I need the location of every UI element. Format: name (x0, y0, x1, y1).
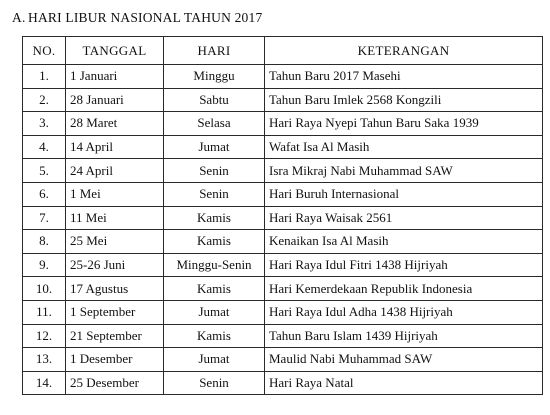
holiday-table-header (23, 37, 543, 65)
cell-tanggal: 1 Mei (66, 182, 164, 206)
table-row (23, 348, 543, 372)
cell-hari: Sabtu (164, 88, 265, 112)
cell-tanggal: 28 Januari (66, 88, 164, 112)
cell-tanggal: 28 Maret (66, 112, 164, 136)
table-row (23, 371, 543, 395)
cell-no: 3. (23, 112, 66, 136)
table-row (23, 300, 543, 324)
cell-tanggal: 17 Agustus (66, 277, 164, 301)
section-marker: A. (12, 10, 26, 25)
cell-hari: Senin (164, 371, 265, 395)
cell-keterangan: Hari Buruh Internasional (265, 182, 543, 206)
cell-keterangan: Kenaikan Isa Al Masih (265, 230, 543, 254)
cell-hari: Kamis (164, 206, 265, 230)
cell-no: 9. (23, 253, 66, 277)
cell-hari: Senin (164, 182, 265, 206)
cell-keterangan: Hari Raya Waisak 2561 (265, 206, 543, 230)
cell-keterangan: Tahun Baru Imlek 2568 Kongzili (265, 88, 543, 112)
cell-tanggal: 24 April (66, 159, 164, 183)
cell-keterangan: Hari Raya Nyepi Tahun Baru Saka 1939 (265, 112, 543, 136)
cell-no: 11. (23, 300, 66, 324)
cell-hari: Kamis (164, 324, 265, 348)
holiday-table (22, 36, 543, 395)
header-keterangan: KETERANGAN (265, 37, 543, 65)
cell-hari: Minggu-Senin (164, 253, 265, 277)
header-tanggal: TANGGAL (66, 37, 164, 65)
table-row (23, 324, 543, 348)
cell-keterangan: Tahun Baru 2017 Masehi (265, 65, 543, 89)
cell-no: 1. (23, 65, 66, 89)
header-no: NO. (23, 37, 66, 65)
table-row (23, 206, 543, 230)
cell-hari: Selasa (164, 112, 265, 136)
cell-hari: Kamis (164, 230, 265, 254)
cell-keterangan: Hari Raya Idul Fitri 1438 Hijriyah (265, 253, 543, 277)
cell-tanggal: 25 Mei (66, 230, 164, 254)
table-row (23, 112, 543, 136)
table-row (23, 230, 543, 254)
cell-no: 14. (23, 371, 66, 395)
cell-tanggal: 25-26 Juni (66, 253, 164, 277)
cell-hari: Kamis (164, 277, 265, 301)
table-row (23, 65, 543, 89)
cell-hari: Jumat (164, 348, 265, 372)
cell-hari: Jumat (164, 300, 265, 324)
cell-keterangan: Hari Raya Natal (265, 371, 543, 395)
cell-hari: Minggu (164, 65, 265, 89)
cell-keterangan: Hari Raya Idul Adha 1438 Hijriyah (265, 300, 543, 324)
section-title-text: HARI LIBUR NASIONAL TAHUN 2017 (28, 10, 263, 25)
cell-no: 13. (23, 348, 66, 372)
cell-tanggal: 21 September (66, 324, 164, 348)
cell-keterangan: Wafat Isa Al Masih (265, 135, 543, 159)
cell-tanggal: 1 Januari (66, 65, 164, 89)
header-hari: HARI (164, 37, 265, 65)
table-row (23, 277, 543, 301)
table-row (23, 253, 543, 277)
cell-no: 7. (23, 206, 66, 230)
cell-no: 8. (23, 230, 66, 254)
cell-tanggal: 25 Desember (66, 371, 164, 395)
cell-no: 12. (23, 324, 66, 348)
header-row (23, 37, 543, 65)
cell-tanggal: 11 Mei (66, 206, 164, 230)
cell-no: 10. (23, 277, 66, 301)
cell-hari: Senin (164, 159, 265, 183)
table-row (23, 159, 543, 183)
cell-no: 2. (23, 88, 66, 112)
cell-no: 6. (23, 182, 66, 206)
table-row (23, 182, 543, 206)
cell-tanggal: 1 Desember (66, 348, 164, 372)
cell-keterangan: Maulid Nabi Muhammad SAW (265, 348, 543, 372)
cell-no: 5. (23, 159, 66, 183)
cell-no: 4. (23, 135, 66, 159)
section-title (12, 10, 262, 26)
cell-tanggal: 14 April (66, 135, 164, 159)
cell-tanggal: 1 September (66, 300, 164, 324)
holiday-table-body (23, 65, 543, 395)
cell-hari: Jumat (164, 135, 265, 159)
cell-keterangan: Isra Mikraj Nabi Muhammad SAW (265, 159, 543, 183)
table-row (23, 88, 543, 112)
cell-keterangan: Hari Kemerdekaan Republik Indonesia (265, 277, 543, 301)
table-row (23, 135, 543, 159)
cell-keterangan: Tahun Baru Islam 1439 Hijriyah (265, 324, 543, 348)
